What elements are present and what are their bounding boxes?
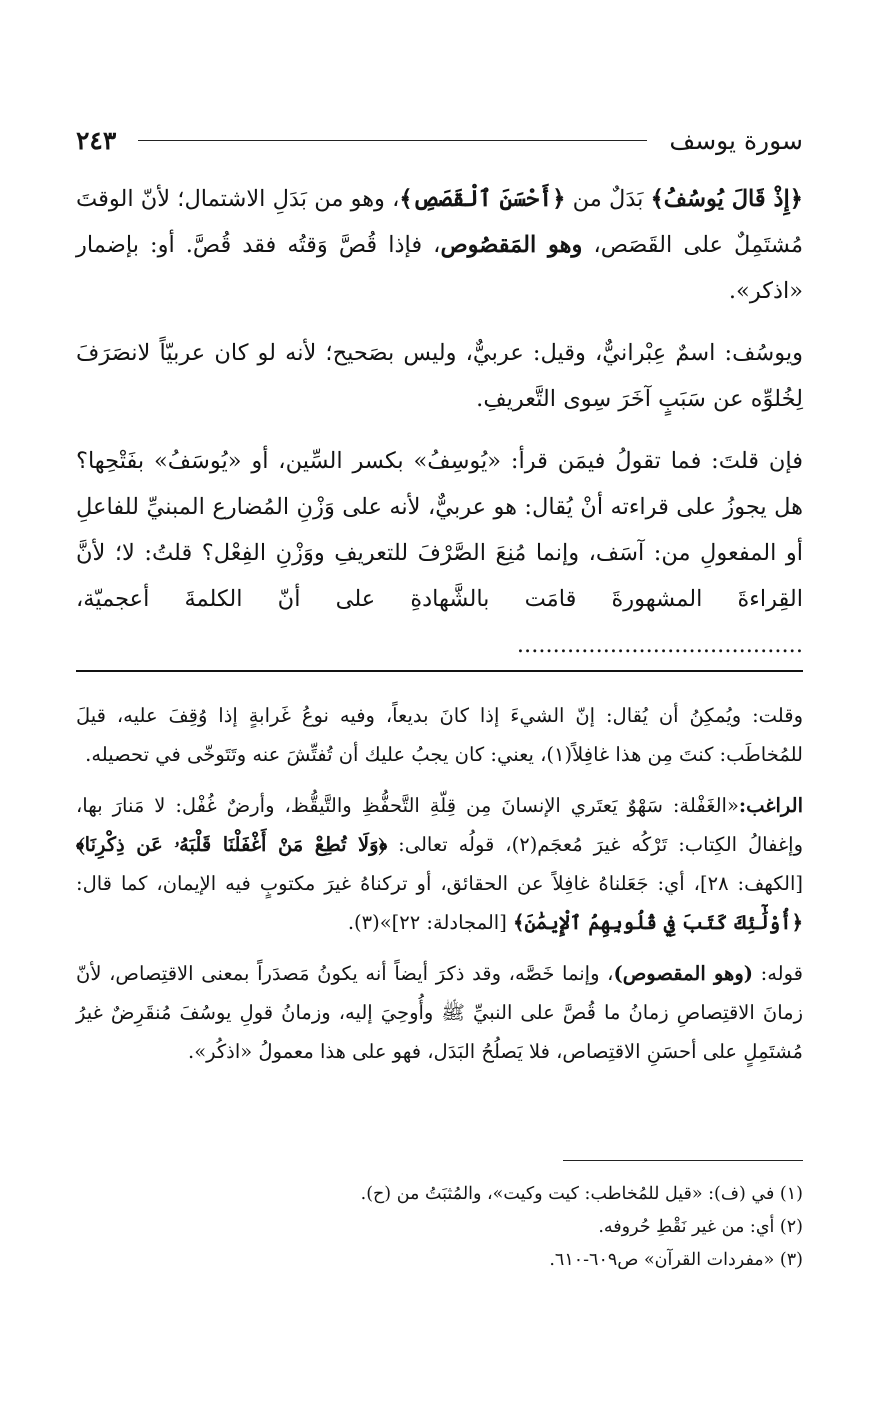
- footnote-2: (٢) أي: من غير نَقْطِ حُروفه.: [598, 1217, 803, 1237]
- text-span: ، فإذا قُصَّ وَقتُه فقد قُصَّ. أو: بإضمار «اذكر».: [76, 232, 803, 304]
- text-span: بَدَلٌ من: [565, 186, 651, 212]
- footnote-rule: [563, 1160, 803, 1161]
- bold-term: (وهو المقصوص): [613, 962, 753, 985]
- footnotes: [76, 1178, 803, 1277]
- page-header: [76, 120, 803, 160]
- text-span: [المجادلة: ٢٢]»(٣).: [347, 911, 514, 934]
- commentary-1: وقلت: ويُمكِنُ أن يُقال: إنّ الشيءَ إذا كانَ بديعاً، وفيه نوعُ غَرابةٍ إذا وُقِفَ عليه، قيلَ للمُخاطَب: كنتَ مِن هذا غافِلاً(١)، يعني: كان يجبُ عليك أن تُفتِّشَ عنه وتَتَوخّى في تحصيله.: [76, 704, 803, 766]
- bold-term: وهو المَقصُوص: [440, 232, 583, 258]
- quran-quote: ﴿أُوْلَٰٓئِكَ كَتَبَ فِي قُلُوبِهِمُ ٱلْإِيمَٰنَ﴾: [513, 911, 803, 934]
- footnote-1: (١) في (ف): «قيل للمُخاطب: كيت وكيت»، والمُثبَتُ من (ح).: [360, 1184, 803, 1204]
- footnote-3: (٣) «مفردات القرآن» ص٦٠٩-٦١٠.: [549, 1250, 803, 1270]
- page-number: ٢٤٣: [76, 125, 117, 155]
- header-rule: [138, 140, 647, 141]
- bold-term: الراغب:: [738, 794, 803, 817]
- commentary-2: [76, 786, 803, 942]
- quran-quote: ﴿وَلَا تُطِعْ مَنْ أَغْفَلْنَا قَلْبَهُۥ عَن ذِكْرِنَا﴾: [76, 833, 388, 856]
- text-span: «الغَفْلة: سَهْوٌ يَعتَري الإنسانَ مِن قِلّةِ التَّحفُّظِ والتَّيقُّظ، وأرضٌ غُفْل: لا مَنارَ بها، وإغفالُ الكِتاب: تَرْكُه غيرَ مُعجَم(٢)، قولُه تعالى:: [76, 794, 803, 856]
- quran-quote: ﴿إِذْ قَالَ يُوسُفُ﴾: [650, 186, 803, 212]
- section-divider: [76, 670, 803, 672]
- paragraph-3: فإن قلتَ: فما تقولُ فيمَن قرأ: «يُوسِفُ» بكسر السِّين، أو «يُوسَفُ» بفَتْحِها؟ هل يجوزُ على قراءته أنْ يُقال: هو عربيٌّ، لأنه على وَزْنِ المُضارع المبنيِّ للفاعلِ أو المفعولِ من: آسَف، وإنما مُنِعَ الصَّرْفَ للتعريفِ ووَزْنِ الفِعْل؟ قلتُ: لا؛ لأنَّ القِراءةَ المشهورةَ قامَت بالشَّهادةِ على أنّ الكلمةَ أعجميّة، ........................................: [76, 448, 804, 658]
- commentary-3: [76, 954, 803, 1071]
- main-text: [76, 176, 803, 684]
- paragraph-2: ويوسُف: اسمٌ عِبْرانيٌّ، وقيل: عربيٌّ، وليس بصَحيح؛ لأنه لو كان عربيّاً لانصَرَفَ لِخُلوِّه عن سَبَبٍ آخَرَ سِوى التَّعريفِ.: [76, 340, 803, 412]
- commentary-section: [76, 696, 803, 1083]
- text-span: ، وإنما خَصَّه، وقد ذكرَ أيضاً أنه يكونُ مَصدَراً بمعنى الاقتِصاص، لأنّ زمانَ الاقتِصاصِ زمانُ ما قُصَّ على النبيِّ ﷺ وأُوحِيَ إليه، وزمانُ قولِ يوسُفَ مُنقَرِضٌ غيرُ مُشتَمِلٍ على أحسَنِ الاقتِصاص، فلا يَصلُحُ البَدَل، فهو على هذا معمولُ «اذكُر».: [76, 962, 803, 1063]
- paragraph-1: [76, 176, 803, 314]
- surah-title: سورة يوسف: [669, 125, 803, 155]
- text-span: ، وهو من بَدَلِ الاشتمال؛ لأنّ الوقتَ مُشتَمِلٌ على القَصَص،: [76, 186, 803, 258]
- quran-quote: ﴿أَحْسَنَ ٱلْقَصَصِ﴾: [399, 186, 566, 212]
- text-span: قوله:: [753, 962, 804, 985]
- text-span: [الكهف: ٢٨]، أي: جَعَلناهُ غافِلاً عن الحقائق، أو تركناهُ غيرَ مكتوبٍ فيه الإيمان، كما قال:: [76, 872, 803, 895]
